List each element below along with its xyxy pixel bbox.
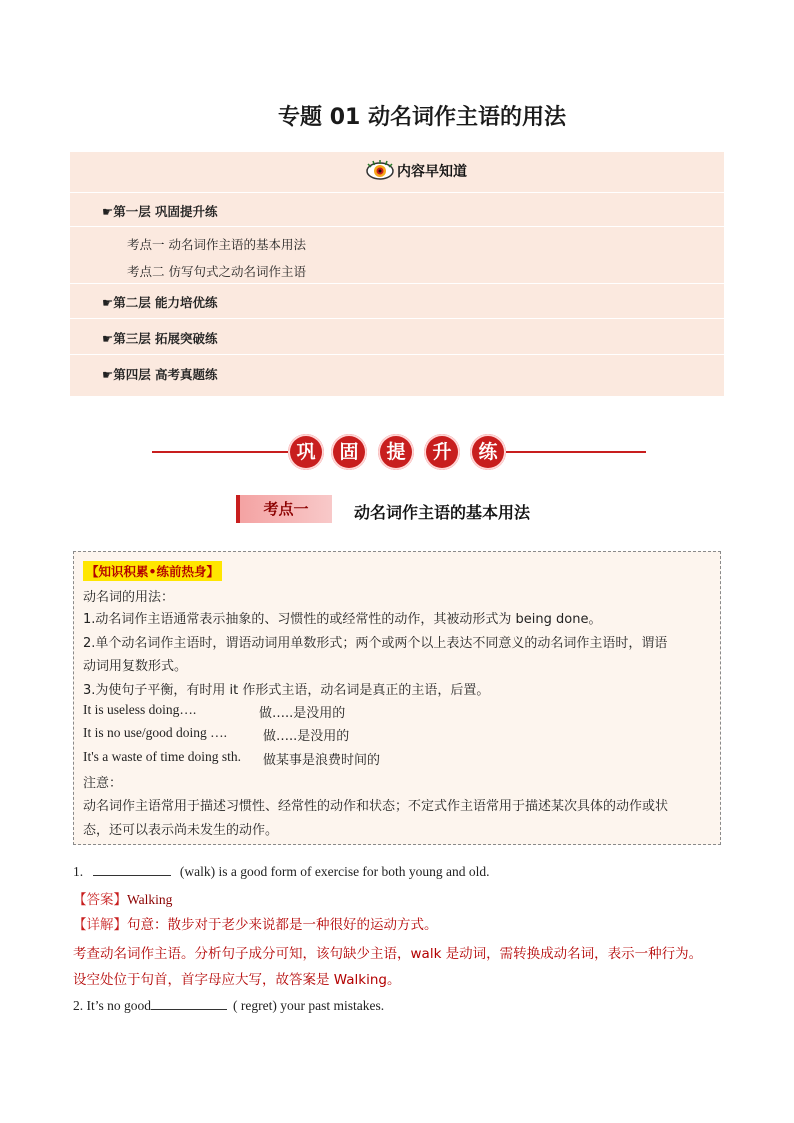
answer-value: Walking (127, 892, 173, 907)
detail-text: 句意：散步对于老少来说都是一种很好的运动方式。 (127, 917, 438, 933)
note-line: 动名词作主语常用于描述习惯性、经常性的动作和状态；不定式作主语常用于描述某次具体的动作或状 (83, 799, 669, 814)
phrase-zh: 做某事是浪费时间的 (263, 753, 381, 768)
knowledge-line: 动名词的用法： (83, 590, 175, 605)
banner-char: 提 (378, 434, 414, 470)
page-title: 专题 01 动名词作主语的用法 (278, 105, 566, 130)
answer-blank[interactable] (93, 863, 171, 876)
toc-divider (70, 318, 724, 319)
toc-divider (70, 354, 724, 355)
note-label: 注意： (83, 776, 123, 791)
toc-panel (70, 152, 724, 396)
answer-label: 【答案】 (73, 892, 127, 908)
question-text: (walk) is a good form of exercise for both young and old. (179, 864, 490, 879)
knowledge-tag: 【知识积累•练前热身】 (83, 561, 222, 581)
toc-divider (70, 226, 724, 227)
question-number: 2. It’s no good (73, 998, 152, 1013)
detail-line (73, 913, 438, 933)
toc-item-kaodian1[interactable]: 考点一 动名词作主语的基本用法 (127, 237, 306, 252)
detail-line: 考查动名词作主语。分析句子成分可知，该句缺少主语，walk 是动词，需转换成动名词，表示一种行为。 (73, 946, 703, 962)
phrase-en: It is no use/good doing …. (83, 725, 227, 740)
toc-header-label: 内容早知道 (397, 164, 467, 180)
note-line: 态，还可以表示尚未发生的动作。 (83, 823, 279, 838)
phrase-en: It's a waste of time doing sth. (83, 749, 242, 764)
question-2 (73, 997, 384, 1014)
toc-header (70, 152, 724, 193)
phrase-en: It is useless doing…. (83, 702, 197, 717)
answer-line (73, 888, 172, 908)
banner-char: 固 (331, 434, 367, 470)
phrase-zh: 做…..是没用的 (259, 706, 346, 721)
knowledge-box (73, 551, 721, 845)
banner-char: 练 (470, 434, 506, 470)
toc-item-layer4[interactable]: ☛第四层 高考真题练 (102, 367, 218, 382)
phrase-zh: 做…..是没用的 (263, 729, 350, 744)
toc-item-layer3[interactable]: ☛第三层 拓展突破练 (102, 331, 218, 346)
toc-divider (70, 283, 724, 284)
eye-icon (365, 159, 395, 181)
answer-blank[interactable] (151, 997, 227, 1010)
question-1 (73, 863, 490, 880)
question-number: 1. (73, 864, 84, 879)
banner-char: 升 (424, 434, 460, 470)
knowledge-line: 动词用复数形式。 (83, 659, 188, 674)
knowledge-line: 1.动名词作主语通常表示抽象的、习惯性的或经常性的动作，其被动形式为 being done。 (83, 612, 602, 627)
knowledge-line: 3.为使句子平衡，有时用 it 作形式主语，动名词是真正的主语，后置。 (83, 683, 490, 698)
knowledge-line: 2.单个动名词作主语时，谓语动词用单数形式；两个或两个以上表达不同意义的动名词作主语时，谓语 (83, 636, 668, 651)
detail-label: 【详解】 (73, 917, 127, 933)
kaodian-title: 动名词作主语的基本用法 (354, 503, 531, 522)
banner-line-right (506, 451, 646, 453)
question-text: ( regret) your past mistakes. (233, 998, 385, 1013)
toc-item-layer2[interactable]: ☛第二层 能力培优练 (102, 295, 218, 310)
banner-line-left (152, 451, 288, 453)
toc-item-layer1[interactable]: ☛第一层 巩固提升练 (102, 204, 218, 219)
banner-char: 巩 (288, 434, 324, 470)
kaodian-tag: 考点一 (236, 495, 332, 523)
toc-item-kaodian2[interactable]: 考点二 仿写句式之动名词作主语 (127, 264, 306, 279)
detail-line: 设空处位于句首，首字母应大写，故答案是 Walking。 (73, 972, 401, 988)
